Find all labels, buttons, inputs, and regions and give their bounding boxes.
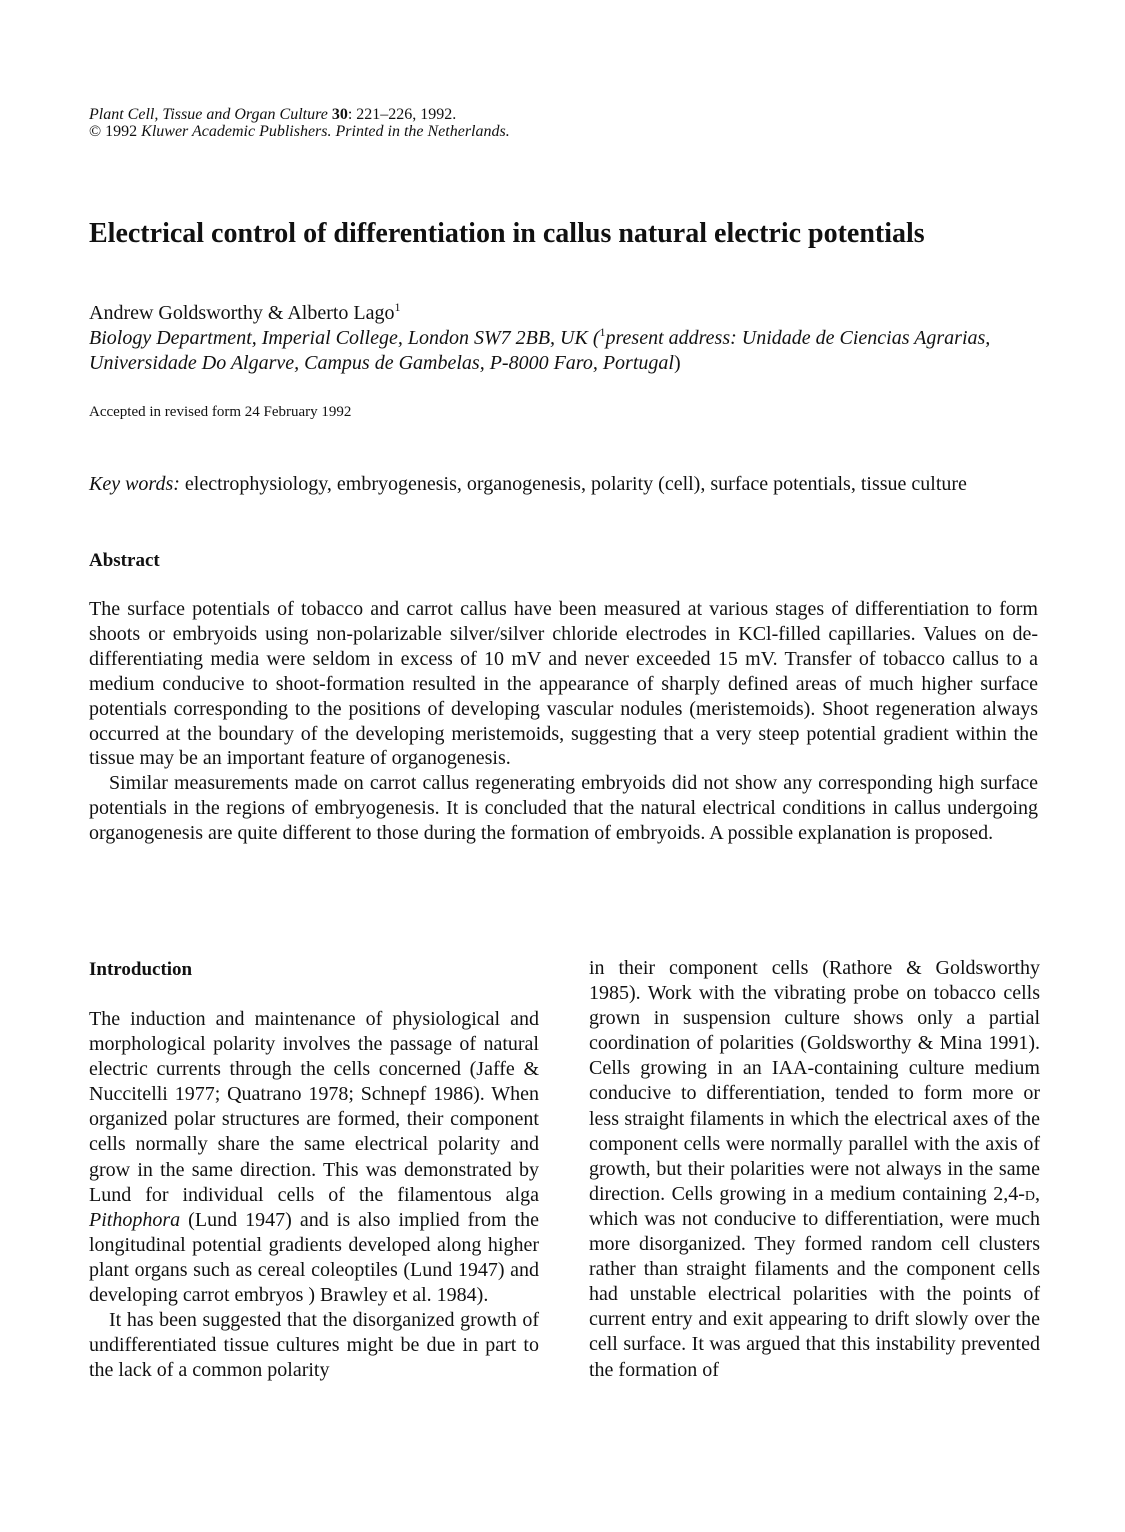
abstract-heading: Abstract <box>89 550 160 571</box>
abstract-paragraph-1: The surface potentials of tobacco and carrot callus have been measured at various stages of differentiation to form shoots or embryoids using non-polarizable silver/silver chloride electrodes in KCl-filled capillaries. Values on de-differentiating media were seldom in excess of 10 mV and never exceeded 15 mV. Transfer of tobacco callus to a medium conducive to shoot-formation resulted in the appearance of sharply defined areas of much higher surface potentials corresponding to the positions of developing vascular nodules (meristemoids). Shoot regeneration always occurred at the boundary of the developing meristemoids, suggesting that a very steep potential gradient within the tissue may be an important feature of organogenesis. <box>89 598 1038 770</box>
intro-right-column <box>589 956 1040 1383</box>
intro-left-column <box>89 1007 539 1383</box>
keywords-label: Key words: <box>89 473 180 495</box>
paper-title: Electrical control of differentiation in callus natural electric potentials <box>89 218 925 249</box>
affiliation: Biology Department, Imperial College, London SW7 2BB, UK ($^1$present address: Unidade de Ciencias Agrarias, Universidade Do Algarve, Campus de Gambelas, P-8000 Faro, Portugal) <box>89 325 991 374</box>
journal-citation <box>89 106 510 140</box>
abstract-paragraph-2: Similar measurements made on carrot callus regenerating embryoids did not show any corresponding high surface potentials in the regions of embryogenesis. It is concluded that the natural electrical conditions in callus undergoing organogenesis are quite different to those during the formation of embryoids. A possible explanation is proposed. <box>89 772 1038 845</box>
journal-volume: 30 <box>331 106 348 123</box>
small-caps-d: d <box>1024 1182 1035 1205</box>
intro-paragraph-2: It has been suggested that the disorganized growth of undifferentiated tissue cultures might be due in part to the lack of a common polarity <box>89 1309 539 1382</box>
abstract-body <box>89 597 1038 846</box>
keywords-text: electrophysiology, embryogenesis, organogenesis, polarity (cell), surface potentials, tissue culture <box>179 473 967 495</box>
species-name: Pithophora <box>89 1208 181 1231</box>
copyright-symbol: © <box>89 123 102 140</box>
accepted-date: Accepted in revised form 24 February 1992 <box>89 404 352 420</box>
journal-line-2: © 1992 Kluwer Academic Publishers. Printed in the Netherlands. <box>89 123 510 140</box>
author-list: Andrew Goldsworthy & Alberto Lago$^1$ <box>89 300 401 324</box>
keywords <box>89 472 1039 497</box>
journal-line-1: Plant Cell, Tissue and Organ Culture 30: 221–226, 1992. <box>89 106 457 123</box>
intro-paragraph-continued: in their component cells (Rathore & Goldsworthy 1985). Work with the vibrating probe on tobacco cells grown in suspension culture shows only a partial coordination of polarities (Goldsworthy & Mina 1991). Cells growing in an IAA-containing culture medium conducive to differentiation, tended to form more or less straight filaments in which the electrical axes of the component cells were normally parallel with the axis of growth, but their polarities were not always in the same direction. Cells growing in a medium containing 2,4-d, which was not conducive to differentiation, were much more disorganized. They formed random cell clusters rather than straight filaments and the component cells had unstable electrical polarities with the points of current entry and exit appearing to drift slowly over the cell surface. It was argued that this instability prevented the formation of <box>589 957 1040 1381</box>
intro-paragraph-1: The induction and maintenance of physiological and morphological polarity involves the passage of natural electric currents through the cells concerned (Jaffe & Nuccitelli 1977; Quatrano 1978; Schnepf 1986). When organized polar structures are formed, their component cells normally share the same electrical polarity and grow in the same direction. This was demonstrated by Lund for individual cells of the filamentous alga Pithophora (Lund 1947) and is also implied from the longitudinal potential gradients developed along higher plant organs such as cereal coleoptiles (Lund 1947) and developing carrot embryos ) Brawley et al. 1984). <box>89 1008 539 1307</box>
introduction-heading: Introduction <box>89 959 193 980</box>
